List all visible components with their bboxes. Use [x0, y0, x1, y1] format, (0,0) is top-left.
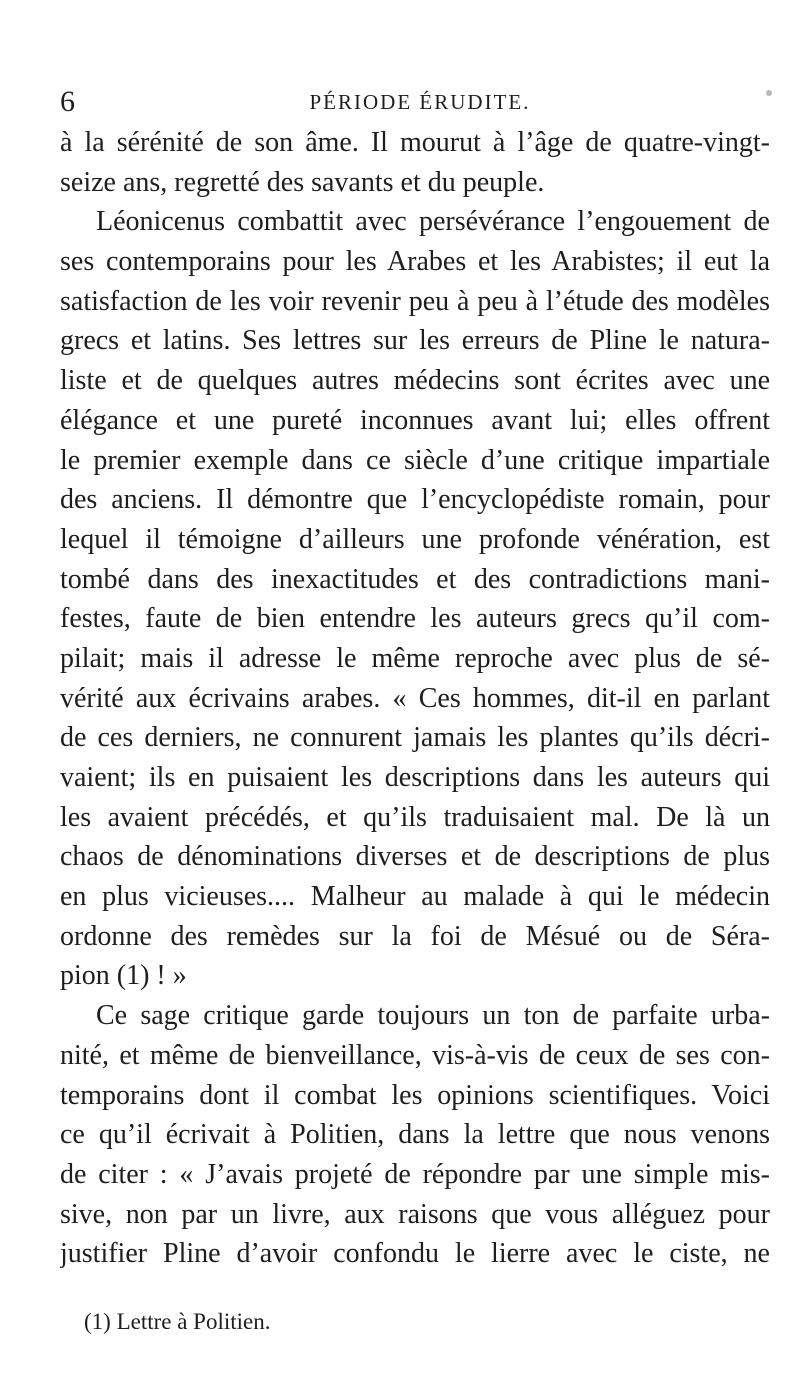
text-line: de citer : « J’avais projeté de répondre par une simple mis-: [60, 1158, 770, 1190]
running-title: PÉRIODE ÉRUDITE.: [309, 90, 531, 114]
text-line: de ces derniers, ne connurent jamais les plantes qu’ils décri-: [60, 722, 770, 754]
text-line: ses contemporains pour les Arabes et les Arabistes; il eut la: [60, 246, 770, 278]
text-line: justifier Pline d’avoir confondu le lierre avec le ciste, ne: [60, 1238, 770, 1270]
text-line: à la sérénité de son âme. Il mourut à l’âge de quatre-vingt-: [60, 127, 770, 158]
text-line: temporains dont il combat les opinions scientifiques. Voici: [60, 1079, 770, 1111]
text-line: en plus vicieuses.... Malheur au malade à qui le médecin: [60, 881, 770, 913]
text-line: vérité aux écrivains arabes. « Ces hommes, dit-il en parlant: [60, 682, 770, 714]
text-line: nité, et même de bienveillance, vis-à-vis de ceux de ses con-: [60, 1039, 770, 1071]
text-line: élégance et une pureté inconnues avant lui; elles offrent: [60, 404, 770, 436]
text-line: des anciens. Il démontre que l’encyclopédiste romain, pour: [60, 484, 770, 516]
text-line: tombé dans des inexactitudes et des contradictions mani-: [60, 563, 770, 595]
page-number: 6: [60, 85, 75, 118]
text-line: sive, non par un livre, aux raisons que vous alléguez pour: [60, 1198, 770, 1230]
text-line: satisfaction de les voir revenir peu à peu à l’étude des modèles: [60, 285, 770, 317]
ink-spot: [766, 90, 772, 96]
text-line: Ce sage critique garde toujours un ton de parfaite urba-: [96, 1000, 770, 1032]
text-line: ordonne des remèdes sur la foi de Mésué ou de Séra-: [60, 920, 770, 952]
text-line: lequel il témoigne d’ailleurs une profonde vénération, est: [60, 523, 770, 555]
text-line: grecs et latins. Ses lettres sur les erreurs de Pline le natura-: [60, 325, 770, 357]
text-line: le premier exemple dans ce siècle d’une critique impartiale: [60, 444, 770, 476]
text-line: seize ans, regretté des savants et du peuple.: [60, 166, 545, 198]
text-line: ce qu’il écrivait à Politien, dans la lettre que nous venons: [60, 1119, 770, 1151]
text-line: pilait; mais il adresse le même reproche avec plus de sé-: [60, 642, 770, 674]
text-line: les avaient précédés, et qu’ils traduisaient mal. De là un: [60, 801, 770, 833]
text-line: pion (1) ! »: [60, 960, 187, 992]
text-line: vaient; ils en puisaient les descriptions dans les auteurs qui: [60, 762, 770, 793]
footnote: (1) Lettre à Politien.: [84, 1309, 271, 1334]
running-head: [60, 82, 780, 122]
text-line: Léonicenus combattit avec persévérance l’engouement de: [96, 206, 770, 238]
text-line: chaos de dénominations diverses et de descriptions de plus: [60, 841, 770, 873]
text-line: festes, faute de bien entendre les auteurs grecs qu’il com-: [60, 603, 770, 635]
text-line: liste et de quelques autres médecins sont écrites avec une: [60, 365, 770, 397]
body-text: [60, 123, 770, 1274]
